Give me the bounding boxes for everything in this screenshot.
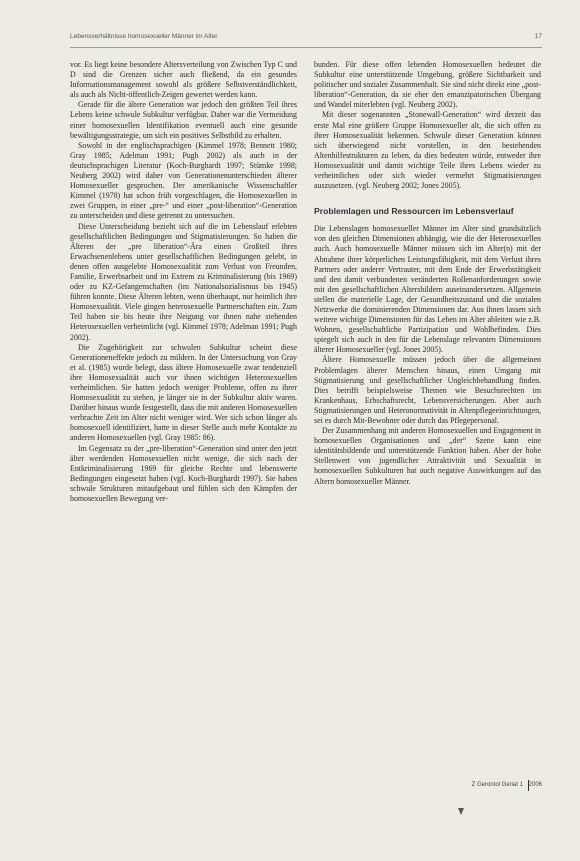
running-head xyxy=(70,33,542,47)
paragraph: Diese Unterscheidung bezieht sich auf die im Lebenslauf erlebten gesellschaftlichen Bedingungen und Stigmatisierungen. So haben die Älteren der „pre liberation“-Ära einen Großteil ihres Erwachsenenlebens unter gesellschaftlichen Bedingungen gelebt, in denen offen ausgelebte Homosexualität zum Verlust von Freunden, Familie, Erwerbsarbeit und im Extrem zu Kriminalisierung (bis 1969) oder zu KZ-Gefangenschaften (im Nationalsozialismus bis 1945) führen konnte. Diese Älteren lebten, wenn überhaupt, nur heimlich ihre Homosexualität. Viele gingen heterosexuelle Partnerschaften ein. Zum Teil haben sie bis heute ihre Neigung vor ihnen nahe stehenden Heterosexuellen verheimlicht (vgl. Kimmel 1978; Adelman 1991; Pugh 2002). xyxy=(70,221,297,342)
page-number: 17 xyxy=(534,33,542,40)
paragraph: Die Zugehörigkeit zur schwulen Subkultur scheint diese Generationeneffekte jedoch zu mildern. In der Untersuchung von Gray et al. (1985) wurde belegt, dass ältere Homosexuelle zwar tendenziell ihre Homosexualität auch vor ihnen wichtigen Heterosexuellen verheimlichen. Sie hatten jedoch weniger Probleme, offen zu ihrer Homosexualität zu stehen, je länger sie in der Subkultur aktiv waren. Darüber hinaus wurde festgestellt, dass die mit anderen Homosexuellen verbrachte Zeit im Alter nicht weniger wird. Wer sich schon länger als homosexuell identifiziert, hatte in dieser Stelle auch mehr Kontakte zu anderen Homosexuellen (vgl. Gray 1985: 86). xyxy=(70,342,297,443)
paragraph: Ältere Homosexuelle müssen jedoch über die allgemeinen Problemlagen älterer Menschen hinaus, einen Umgang mit Stigmatisierung und gesellschaftlicher Ungleichbehandlung finden. Dies betrifft beispielsweise Themen wie Besuchsrechten im Krankenhaus, Erbschaftsrecht, Lebensversicherungen. Aber auch Stigmatisierungen und Heteronormativität in Altenpflegeeinrichtungen, sei es durch Mit-Bewohner oder durch das Pflegepersonal. xyxy=(314,355,541,425)
paragraph: Der Zusammenhang mit anderen Homosexuellen und Engagement in homosexuellen Organisationen und „der“ Szene kann eine identitätsbildende und unterstützende Funktion haben. Aber der hohe Stellenwert von jugendlicher Attraktivität und Sexualität in homosexuellen Subkulturen hat auch negative Auswirkungen auf das Altern homosexueller Männer. xyxy=(314,426,541,486)
left-column xyxy=(70,60,297,764)
paragraph: vor. Es liegt keine besondere Altersverteilung von Zwischen Typ C und D sind die Grenzen sicher auch fließend, da ein gesundes Informationsmanagement sowohl als größere Selbstverständlichkeit, als auch als Nicht-öffentlich-Zeigen gewertet werden kann. xyxy=(70,60,297,100)
paragraph: Gerade für die ältere Generation war jedoch den größten Teil ihres Lebens keine schwule Subkultur verfügbar. Daher war die Vermeidung einer homosexuellen Identifikation eventuell auch eine gesunde bewältigungsstrategie, um sich ein positives Selbstbild zu erhalten. xyxy=(70,100,297,140)
paragraph: Sowohl in der englischsprachigen (Kimmel 1978; Bennett 1980; Gray 1985; Adelman 1991; Pugh 2002) als auch in der deutschsprachigen Literatur (Koch-Burghardt 1997; Stümke 1998; Neuberg 2002) wird daher von Generationenunterschieden älterer Homosexueller gesprochen. Der amerikanische Wissenschaftler Kimmel (1978) hat schon früh vorgeschlagen, die Homosexuellen in zwei Gruppen, in einer „pre-“ und einer „post-liberation“-Generation zu unterscheiden und diese getrennt zu untersuchen. xyxy=(70,140,297,221)
header-rule xyxy=(70,47,542,48)
paragraph: Die Lebenslagen homosexueller Männer im Alter sind grundsätzlich von den gleichen Dimensionen abhängig, wie die der Heterosexuellen auch. Auch homosexuelle Männer müssen sich im Alter(n) mit der Abnahme ihrer körperlichen Leistungsfähigkeit, mit dem Verlust ihres Partners oder anderer Vertrauter, mit dem Ende der Erwerbstätigkeit und den damit verbundenen veränderten Rollenanforderungen sowie mit den gesellschaftlichen Altersbildern auseinandersetzen. Allgemein stellen die materielle Lage, der Gesundheitszustand und die sozialen Netzwerke die dominierenden Dimensionen dar. Aus ihnen lassen sich weitere wichtige Dimensionen für das Leben im Alter ableiten wie z.B. Wohnen, gesellschaftliche Partizipation und Wohlbefinden. Dies spiegelt sich auch in den für die Lebenslage relevanten Dimensionen älterer Homosexueller (vgl. Jones 2005). xyxy=(314,224,541,355)
paragraph: Im Gegensatz zu der „pre-liberation“-Generation sind unter den jetzt älter werdenden Homosexuellen nicht wenige, die sich nach der Entkriminalisierung 1969 für gleiche Rechte und lebenswerte Bedingungen eingesetzt haben (vgl. Koch-Burghardt 1997). Sie haben schwule Strukturen mitaufgebaut und fühlen sich den Kämpfen der homosexuellen Bewegung ver- xyxy=(70,443,297,504)
journal-citation: Z Gerontol Geriat 1 xyxy=(471,782,523,788)
running-title: Lebensverhältnisse homosexueller Männer im Alter xyxy=(70,33,218,40)
right-column xyxy=(314,60,541,680)
section-heading: Problemlagen und Ressourcen im Lebensverlauf xyxy=(314,206,514,217)
publication-year: 2006 xyxy=(528,782,542,788)
arrow-down-icon xyxy=(458,808,464,815)
page-footer xyxy=(314,780,542,794)
paragraph: Mit dieser sogenannten „Stonewall-Generation“ wird derzeit das erste Mal eine größere Gruppe Homosexueller alt, die sich offen zu ihrer Homosexualität bekennen. Schwule dieser Generation können sich überwiegend nicht vorstellen, in den bestehenden Altenhilfestrukturen zu leben, da dies bedeuten würde, entweder ihre Homosexualität und damit wichtige Teile ihres Lebens wieder zu verheimlichen oder sich wieder vermehrt Stigmatisierungen auszusetzen. (vgl. Neuberg 2002; Jones 2005). xyxy=(314,110,541,191)
paragraph: bunden. Für diese offen lebenden Homosexuellen bedeutet die Subkultur eine unterstützende Umgebung, größere Sichtbarkeit und politischer und sozialer Zusammenhalt. Sie sind nicht direkt eine „post-liberation“-Generation, da sie eher den emanzipatorischen Übergang und Wandel miterlebten (vgl. Neuberg 2002). xyxy=(314,60,541,110)
